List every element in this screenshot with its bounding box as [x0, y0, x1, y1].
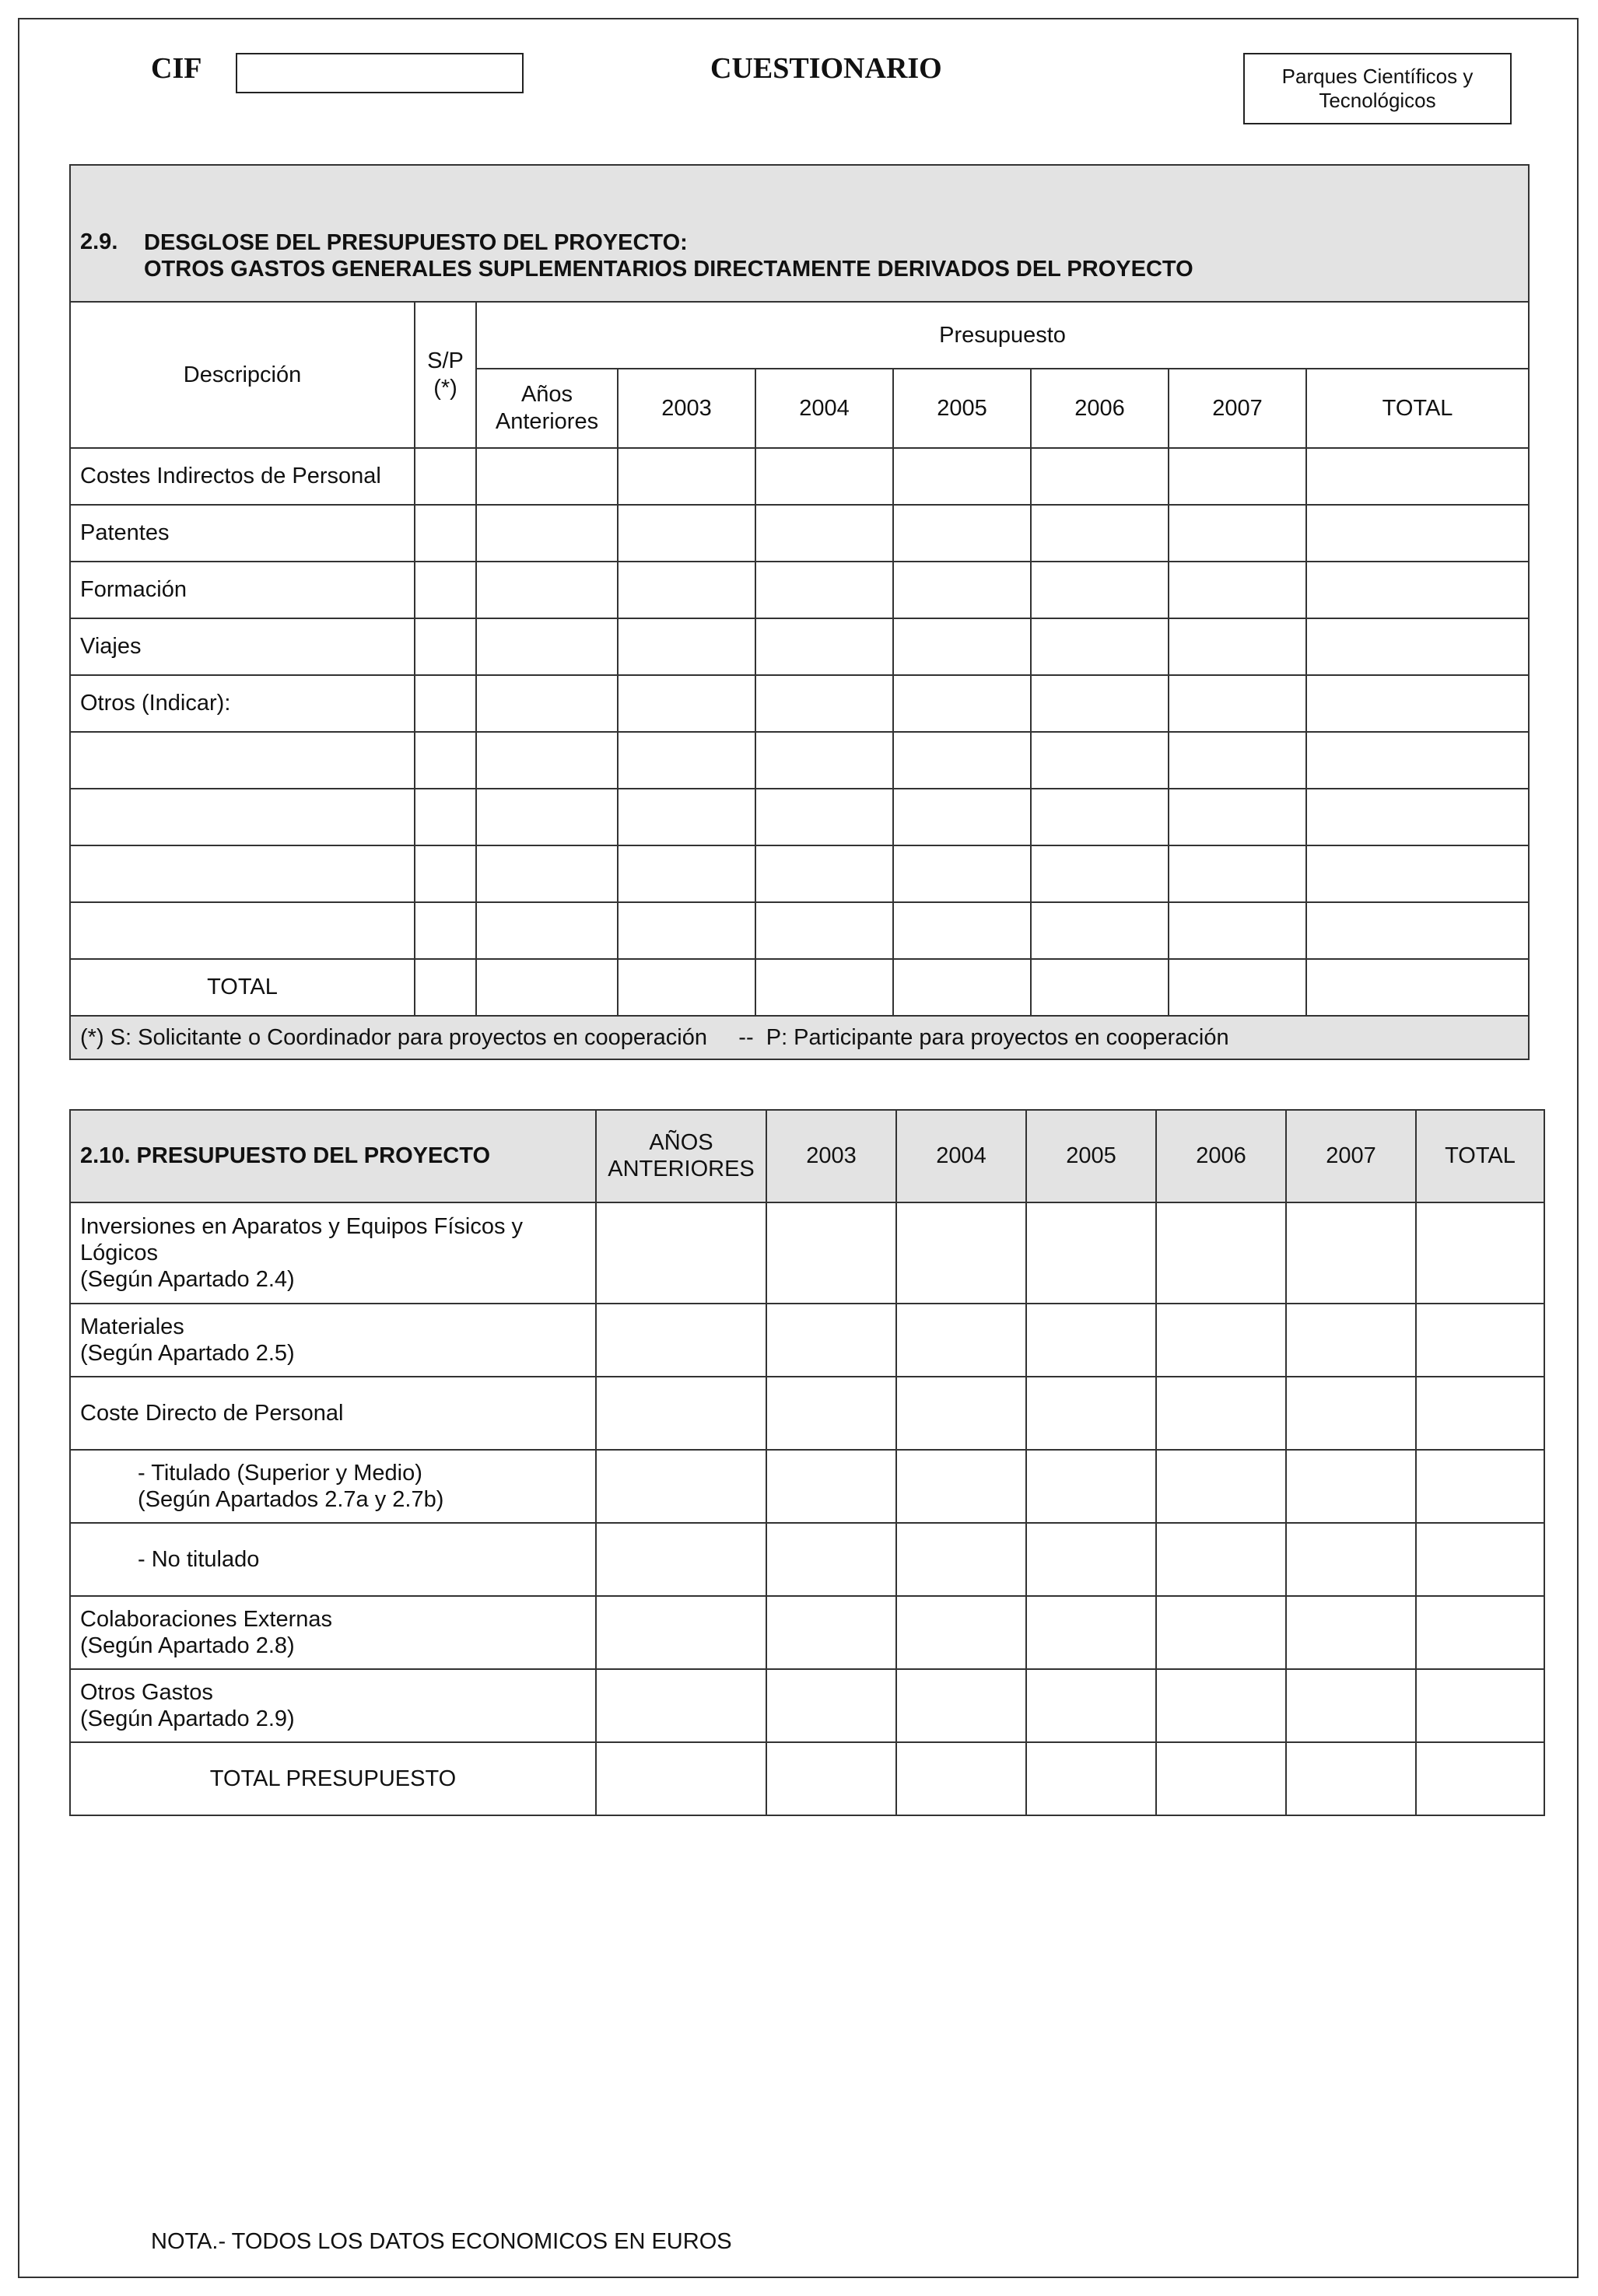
amount-cell[interactable] — [896, 1450, 1026, 1523]
amount-cell[interactable] — [1169, 505, 1306, 562]
amount-cell[interactable] — [618, 505, 755, 562]
amount-cell[interactable] — [893, 618, 1031, 675]
amount-cell[interactable] — [1416, 1202, 1544, 1304]
amount-cell[interactable] — [755, 675, 893, 732]
section-title-line: OTROS GASTOS GENERALES SUPLEMENTARIOS DIRECTAMENTE DERIVADOS DEL PROYECTO — [144, 256, 1193, 282]
amount-cell[interactable] — [896, 1669, 1026, 1742]
year-column-header: 2007 — [1169, 369, 1306, 448]
amount-cell[interactable] — [755, 959, 893, 1016]
amount-cell[interactable] — [1306, 959, 1529, 1016]
amount-cell[interactable] — [1026, 1304, 1156, 1377]
col-descripcion: Descripción — [70, 302, 415, 448]
row-label: Coste Directo de Personal — [70, 1377, 596, 1450]
sp-cell[interactable] — [415, 902, 476, 959]
sp-cell[interactable] — [415, 448, 476, 505]
amount-cell[interactable] — [1286, 1596, 1416, 1669]
amount-cell[interactable] — [1416, 1742, 1544, 1815]
amount-cell[interactable] — [1031, 618, 1169, 675]
amount-cell[interactable] — [596, 1596, 766, 1669]
amount-cell[interactable] — [1156, 1523, 1286, 1596]
sp-cell[interactable] — [415, 845, 476, 902]
row-label: Patentes — [70, 505, 415, 562]
amount-cell[interactable] — [618, 789, 755, 845]
amount-cell[interactable] — [755, 789, 893, 845]
amount-cell[interactable] — [755, 845, 893, 902]
amount-cell[interactable] — [896, 1202, 1026, 1304]
amount-cell[interactable] — [618, 902, 755, 959]
amount-cell[interactable] — [1031, 505, 1169, 562]
amount-cell[interactable] — [618, 618, 755, 675]
row-label: TOTAL — [70, 959, 415, 1016]
amount-cell[interactable] — [1286, 1304, 1416, 1377]
amount-cell[interactable] — [755, 902, 893, 959]
amount-cell[interactable] — [476, 675, 618, 732]
amount-cell[interactable] — [896, 1304, 1026, 1377]
row-label — [70, 845, 415, 902]
amount-cell[interactable] — [1169, 562, 1306, 618]
row-label: Otros Gastos (Según Apartado 2.9) — [70, 1669, 596, 1742]
amount-cell[interactable] — [596, 1450, 766, 1523]
amount-cell[interactable] — [1031, 562, 1169, 618]
row-label — [70, 789, 415, 845]
sp-cell[interactable] — [415, 562, 476, 618]
year-column-header: 2003 — [618, 369, 755, 448]
amount-cell[interactable] — [1286, 1523, 1416, 1596]
amount-cell[interactable] — [766, 1669, 896, 1742]
amount-cell[interactable] — [596, 1304, 766, 1377]
amount-cell[interactable] — [476, 448, 618, 505]
amount-cell[interactable] — [893, 959, 1031, 1016]
amount-cell[interactable] — [766, 1742, 896, 1815]
row-label: Otros (Indicar): — [70, 675, 415, 732]
row-label — [70, 902, 415, 959]
amount-cell[interactable] — [893, 902, 1031, 959]
amount-cell[interactable] — [1416, 1669, 1544, 1742]
row-label: - Titulado (Superior y Medio) (Según Apartados 2.7a y 2.7b) — [70, 1450, 596, 1523]
amount-cell[interactable] — [1286, 1742, 1416, 1815]
section-title-line: DESGLOSE DEL PRESUPUESTO DEL PROYECTO: — [144, 229, 688, 255]
amount-cell[interactable] — [1306, 448, 1529, 505]
amount-cell[interactable] — [893, 562, 1031, 618]
amount-cell[interactable] — [476, 959, 618, 1016]
amount-cell[interactable] — [755, 448, 893, 505]
section-2-10-title: 2.10. PRESUPUESTO DEL PROYECTO — [70, 1110, 596, 1202]
table-row — [70, 505, 1529, 562]
row-label: Viajes — [70, 618, 415, 675]
amount-cell[interactable] — [1286, 1669, 1416, 1742]
amount-cell[interactable] — [596, 1377, 766, 1450]
amount-cell[interactable] — [1306, 675, 1529, 732]
sp-cell[interactable] — [415, 505, 476, 562]
amount-cell[interactable] — [1416, 1523, 1544, 1596]
amount-cell[interactable] — [1031, 959, 1169, 1016]
amount-cell[interactable] — [476, 789, 618, 845]
amount-cell[interactable] — [1306, 902, 1529, 959]
amount-cell[interactable] — [618, 732, 755, 789]
amount-cell[interactable] — [1026, 1202, 1156, 1304]
amount-cell[interactable] — [1306, 505, 1529, 562]
table-row — [70, 789, 1529, 845]
table-row — [70, 1596, 1544, 1669]
year-column-header: 2004 — [755, 369, 893, 448]
amount-cell[interactable] — [1031, 448, 1169, 505]
amount-cell[interactable] — [766, 1377, 896, 1450]
row-label: - No titulado — [70, 1523, 596, 1596]
amount-cell[interactable] — [896, 1596, 1026, 1669]
total-row — [70, 1742, 1544, 1815]
amount-cell[interactable] — [476, 562, 618, 618]
amount-cell[interactable] — [1156, 1742, 1286, 1815]
amount-cell[interactable] — [755, 505, 893, 562]
amount-cell[interactable] — [1169, 675, 1306, 732]
cif-label: CIF — [151, 52, 202, 85]
amount-cell[interactable] — [476, 618, 618, 675]
row-label: TOTAL PRESUPUESTO — [70, 1742, 596, 1815]
table-row — [70, 1304, 1544, 1377]
amount-cell[interactable] — [618, 448, 755, 505]
amount-cell[interactable] — [1156, 1304, 1286, 1377]
amount-cell[interactable] — [1026, 1742, 1156, 1815]
table-row — [70, 675, 1529, 732]
budget-column-header: 2006 — [1156, 1110, 1286, 1202]
sp-cell[interactable] — [415, 732, 476, 789]
amount-cell[interactable] — [1156, 1377, 1286, 1450]
row-label: Formación — [70, 562, 415, 618]
table-row — [70, 732, 1529, 789]
amount-cell[interactable] — [476, 505, 618, 562]
amount-cell[interactable] — [1026, 1669, 1156, 1742]
amount-cell[interactable] — [1031, 902, 1169, 959]
cif-input[interactable] — [236, 53, 524, 93]
amount-cell[interactable] — [1026, 1450, 1156, 1523]
amount-cell[interactable] — [1416, 1596, 1544, 1669]
project-budget-table — [69, 1109, 1545, 1816]
amount-cell[interactable] — [1169, 789, 1306, 845]
sp-cell[interactable] — [415, 675, 476, 732]
col-sp: S/P (*) — [415, 302, 476, 448]
amount-cell[interactable] — [755, 732, 893, 789]
table-row — [70, 1450, 1544, 1523]
sp-cell[interactable] — [415, 959, 476, 1016]
amount-cell[interactable] — [893, 732, 1031, 789]
table-row — [70, 902, 1529, 959]
amount-cell[interactable] — [896, 1742, 1026, 1815]
amount-cell[interactable] — [1286, 1377, 1416, 1450]
table-row — [70, 1202, 1544, 1304]
section-number: 2.9. — [80, 229, 118, 254]
amount-cell[interactable] — [1306, 845, 1529, 902]
amount-cell[interactable] — [1026, 1377, 1156, 1450]
amount-cell[interactable] — [618, 959, 755, 1016]
col-presupuesto: Presupuesto — [476, 302, 1529, 369]
amount-cell[interactable] — [1416, 1450, 1544, 1523]
amount-cell[interactable] — [1031, 845, 1169, 902]
amount-cell[interactable] — [618, 675, 755, 732]
amount-cell[interactable] — [1169, 959, 1306, 1016]
table-row — [70, 845, 1529, 902]
amount-cell[interactable] — [1416, 1304, 1544, 1377]
year-column-header: TOTAL — [1306, 369, 1529, 448]
amount-cell[interactable] — [1026, 1596, 1156, 1669]
budget-column-header: 2003 — [766, 1110, 896, 1202]
amount-cell[interactable] — [1306, 562, 1529, 618]
footnote: (*) S: Solicitante o Coordinador para proyectos en cooperación -- P: Participante para proyectos en cooperación — [70, 1016, 1529, 1059]
amount-cell[interactable] — [1156, 1450, 1286, 1523]
amount-cell[interactable] — [766, 1523, 896, 1596]
amount-cell[interactable] — [476, 845, 618, 902]
table-row — [70, 1377, 1544, 1450]
amount-cell[interactable] — [1169, 845, 1306, 902]
budget-column-header: AÑOS ANTERIORES — [596, 1110, 766, 1202]
amount-cell[interactable] — [766, 1450, 896, 1523]
amount-cell[interactable] — [1306, 732, 1529, 789]
amount-cell[interactable] — [596, 1202, 766, 1304]
amount-cell[interactable] — [893, 845, 1031, 902]
budget-column-header: TOTAL — [1416, 1110, 1544, 1202]
amount-cell[interactable] — [893, 789, 1031, 845]
amount-cell[interactable] — [618, 845, 755, 902]
row-label: Inversiones en Aparatos y Equipos Físicos y Lógicos (Según Apartado 2.4) — [70, 1202, 596, 1304]
row-label: Materiales (Según Apartado 2.5) — [70, 1304, 596, 1377]
amount-cell[interactable] — [596, 1742, 766, 1815]
budget-column-header: 2004 — [896, 1110, 1026, 1202]
amount-cell[interactable] — [893, 448, 1031, 505]
amount-cell[interactable] — [476, 732, 618, 789]
amount-cell[interactable] — [1169, 618, 1306, 675]
table-row — [70, 1669, 1544, 1742]
budget-column-header: 2005 — [1026, 1110, 1156, 1202]
table-row — [70, 448, 1529, 505]
amount-cell[interactable] — [1169, 732, 1306, 789]
year-column-header: 2006 — [1031, 369, 1169, 448]
amount-cell[interactable] — [1031, 789, 1169, 845]
year-column-header: Años Anteriores — [476, 369, 618, 448]
amount-cell[interactable] — [1286, 1450, 1416, 1523]
amount-cell[interactable] — [1156, 1202, 1286, 1304]
amount-cell[interactable] — [896, 1377, 1026, 1450]
amount-cell[interactable] — [893, 675, 1031, 732]
amount-cell[interactable] — [1156, 1669, 1286, 1742]
amount-cell[interactable] — [596, 1669, 766, 1742]
amount-cell[interactable] — [618, 562, 755, 618]
nota: NOTA.- TODOS LOS DATOS ECONOMICOS EN EUROS — [151, 2229, 732, 2254]
amount-cell[interactable] — [1286, 1202, 1416, 1304]
amount-cell[interactable] — [1416, 1377, 1544, 1450]
amount-cell[interactable] — [896, 1523, 1026, 1596]
program-box: Parques Científicos y Tecnológicos — [1243, 53, 1512, 124]
amount-cell[interactable] — [755, 618, 893, 675]
amount-cell[interactable] — [766, 1596, 896, 1669]
amount-cell[interactable] — [1026, 1523, 1156, 1596]
amount-cell[interactable] — [1306, 789, 1529, 845]
sp-cell[interactable] — [415, 789, 476, 845]
year-column-header: 2005 — [893, 369, 1031, 448]
table-row — [70, 618, 1529, 675]
sp-cell[interactable] — [415, 618, 476, 675]
amount-cell[interactable] — [893, 505, 1031, 562]
amount-cell[interactable] — [755, 562, 893, 618]
amount-cell[interactable] — [766, 1202, 896, 1304]
table-row — [70, 562, 1529, 618]
document-title: CUESTIONARIO — [710, 52, 942, 85]
amount-cell[interactable] — [1031, 732, 1169, 789]
amount-cell[interactable] — [596, 1523, 766, 1596]
row-label — [70, 732, 415, 789]
amount-cell[interactable] — [1306, 618, 1529, 675]
amount-cell[interactable] — [1169, 448, 1306, 505]
section-2-9-title — [70, 165, 1529, 302]
amount-cell[interactable] — [1156, 1596, 1286, 1669]
amount-cell[interactable] — [476, 902, 618, 959]
row-label: Colaboraciones Externas (Según Apartado 2.8) — [70, 1596, 596, 1669]
amount-cell[interactable] — [766, 1304, 896, 1377]
amount-cell[interactable] — [1169, 902, 1306, 959]
budget-column-header: 2007 — [1286, 1110, 1416, 1202]
row-label: Costes Indirectos de Personal — [70, 448, 415, 505]
amount-cell[interactable] — [1031, 675, 1169, 732]
other-expenses-table — [69, 164, 1530, 1060]
table-row — [70, 1523, 1544, 1596]
total-row — [70, 959, 1529, 1016]
